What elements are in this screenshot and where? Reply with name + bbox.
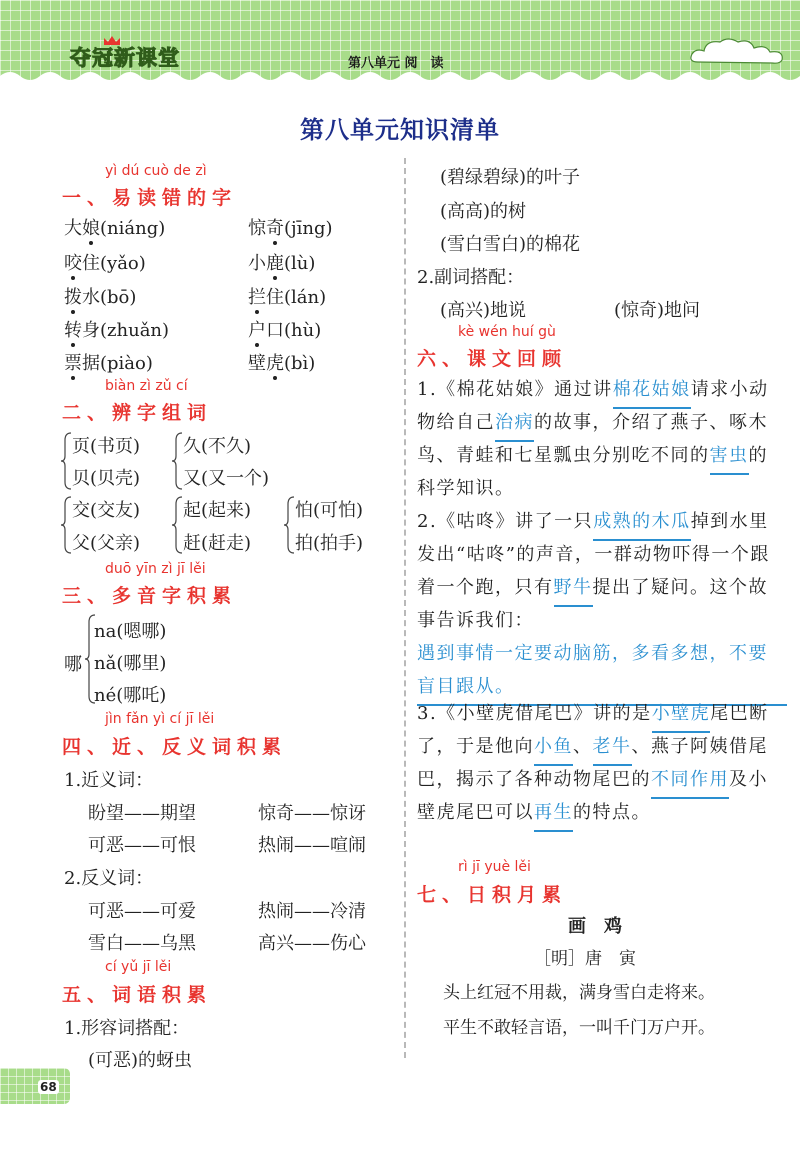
brace-icon [171, 432, 183, 490]
answer-blank: 成熟的木瓜 [593, 505, 691, 538]
page-number: 68 [40, 1080, 57, 1094]
review-paragraph-2: 2.《咕咚》讲了一只成熟的木瓜掉到水里发出“咕咚”的声音，一群动物吓得一个跟着一个跑，只有野牛提出了疑问。这个故事告诉我们：遇到事情一定要动脑筋，多看多想，不要盲目跟从。 [417, 505, 787, 703]
brace-icon [171, 496, 183, 554]
poem-title: 画 鸡 [568, 916, 622, 937]
cloud-icon [688, 36, 788, 66]
answer-blank: 治病 [495, 406, 534, 439]
phrase: (雪白雪白)的棉花 [440, 234, 581, 255]
section7-title: 七、日积月累 [417, 884, 568, 906]
review-paragraph-3: 3.《小壁虎借尾巴》讲的是小壁虎尾巴断了，于是他向小鱼、老牛、燕子阿姨借尾巴，揭示了各种动物尾巴的不同作用及小壁虎尾巴可以再生的特点。 [417, 697, 787, 829]
adj-label: 1.形容词搭配： [64, 1018, 190, 1039]
answer-blank: 遇到事情一定要动脑筋，多看多想，不要盲目跟从。 [417, 637, 787, 703]
poem-line: 平生不敢轻言语，一叫千门万户开。 [443, 1018, 715, 1038]
brace-icon [60, 432, 72, 490]
char-group-word: 父(父亲) [72, 533, 141, 554]
subject-label: 阅 读 [404, 56, 444, 71]
phrase: (可恶)的蚜虫 [88, 1050, 193, 1071]
answer-blank: 老牛 [593, 730, 632, 763]
phrase: (惊奇)地问 [614, 300, 701, 321]
section6-title: 六、课文回顾 [417, 348, 568, 370]
polyphone-char: 哪 [64, 654, 82, 675]
char-group-word: 起(起来) [183, 500, 252, 521]
adv-label: 2.副词搭配： [417, 267, 525, 288]
word-pair: 可恶——可爱 [88, 901, 196, 922]
word-pair: 高兴——伤心 [258, 933, 366, 954]
section5-title: 五、词语积累 [62, 984, 213, 1006]
phrase: (高兴)地说 [440, 300, 527, 321]
misread-item: 壁虎(bì) [248, 349, 315, 375]
word-pair: 可恶——可恨 [88, 835, 196, 856]
column-divider [404, 158, 406, 1058]
word-pair: 惊奇——惊讶 [258, 803, 366, 824]
section5-pinyin: cí yǔ jī lěi [105, 959, 172, 975]
antonyms-label: 2.反义词： [64, 868, 154, 889]
word-pair: 雪白——乌黑 [88, 933, 196, 954]
page-number-tab [0, 1068, 70, 1104]
synonyms-label: 1.近义词： [64, 770, 154, 791]
answer-blank: 害虫 [710, 439, 749, 472]
section3-pinyin: duō yīn zì jī lěi [105, 561, 206, 577]
char-group-word: 赶(赶走) [183, 533, 252, 554]
section2-pinyin: biàn zì zǔ cí [105, 378, 188, 394]
poem-author: ［明］唐 寅 [534, 949, 636, 969]
section1-title: 一、易读错的字 [62, 187, 238, 209]
word-pair: 盼望——期望 [88, 803, 196, 824]
char-group-word: 怕(可怕) [295, 500, 364, 521]
misread-item: 拦住(lán) [248, 283, 326, 309]
phrase: (高高)的树 [440, 201, 527, 222]
polyphone-item: nǎ(哪里) [94, 653, 167, 674]
misread-item: 惊奇(jīng) [248, 214, 333, 240]
unit-label: 第八单元 [348, 56, 401, 71]
unit-tag [348, 52, 444, 71]
poem-line: 头上红冠不用裁，满身雪白走将来。 [443, 983, 715, 1003]
misread-item: 大娘(niáng) [64, 214, 165, 240]
section4-title: 四、近、反义词积累 [62, 736, 288, 758]
brace-icon [60, 496, 72, 554]
misread-item: 转身(zhuǎn) [64, 316, 169, 342]
answer-blank: 小鱼 [534, 730, 573, 763]
section6-pinyin: kè wén huí gù [458, 324, 556, 340]
misread-item: 户口(hù) [248, 316, 321, 342]
answer-blank: 小壁虎 [652, 697, 711, 730]
char-group-word: 贝(贝壳) [72, 468, 141, 489]
review-paragraph-1: 1.《棉花姑娘》通过讲棉花姑娘请求小动物给自己治病的故事，介绍了燕子、啄木鸟、青蛙和七星瓢虫分别吃不同的害虫的科学知识。 [417, 373, 787, 505]
misread-item: 咬住(yǎo) [64, 249, 146, 275]
word-pair: 热闹——喧闹 [258, 835, 366, 856]
answer-blank: 野牛 [554, 571, 593, 604]
word-pair: 热闹——冷清 [258, 901, 366, 922]
misread-item: 票据(piào) [64, 349, 153, 375]
char-group-word: 又(又一个) [183, 468, 270, 489]
answer-blank: 不同作用 [651, 763, 729, 796]
phrase: (碧绿碧绿)的叶子 [440, 167, 581, 188]
misread-item: 拨水(bō) [64, 283, 136, 309]
section1-pinyin: yì dú cuò de zì [105, 163, 207, 179]
polyphone-item: na(嗯哪) [94, 621, 167, 642]
char-group-word: 久(不久) [183, 436, 252, 457]
misread-item: 小鹿(lù) [248, 249, 315, 275]
page-title: 第八单元知识清单 [300, 116, 500, 144]
section7-pinyin: rì jī yuè lěi [458, 859, 531, 875]
answer-blank: 棉花姑娘 [613, 373, 691, 406]
char-group-word: 交(交友) [72, 500, 141, 521]
section4-pinyin: jìn fǎn yì cí jī lěi [105, 711, 215, 727]
section3-title: 三、多音字积累 [62, 585, 238, 607]
polyphone-item: né(哪吒) [94, 685, 167, 706]
answer-blank: 再生 [534, 796, 573, 829]
char-group-word: 拍(拍手) [295, 533, 364, 554]
section2-title: 二、辨字组词 [62, 402, 213, 424]
char-group-word: 页(书页) [72, 436, 141, 457]
brace-icon [283, 496, 295, 554]
brand-logo: 夺冠新课堂 [70, 46, 180, 70]
